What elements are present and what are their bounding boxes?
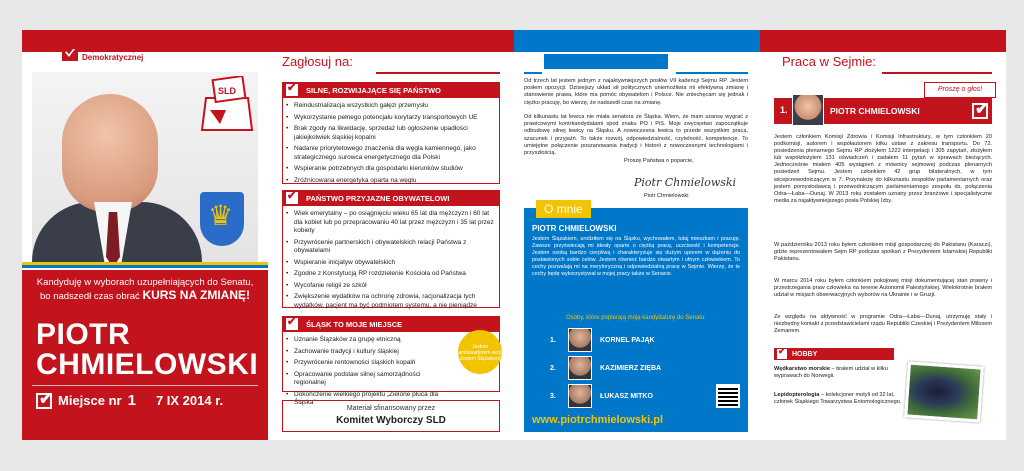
top-blue-bar: [514, 30, 760, 52]
supporters-heading: Osoby, które popierają moją kandydaturę do Senatu:: [566, 315, 706, 321]
tagline-text: Kandyduję w wyborach uzupełniających do Senatu, bo nadszedł czas obrać: [36, 277, 254, 302]
sejm-paragraph-4: Ze względu na aktywność w programie Odra—Łaba—Dunaj, utrzymuję stały i niezbędny kontakt z przedstawicielami rządu Republiki Czeskiej i Prezydentem Milosem Zemanem.: [774, 314, 992, 335]
logo-check-icon: [62, 45, 78, 61]
vote-request-tag: Proszę o głos!: [924, 82, 996, 98]
why-panel: [514, 30, 760, 440]
hobby-butterflies-bold: Lepidopterologia: [774, 392, 820, 398]
sld-logo: [62, 44, 142, 62]
closing-line: Proszę Państwa o poparcie,: [624, 158, 694, 164]
list-item: • Wspieranie potrzebnych dla gospodarki kierunków studiów: [286, 165, 498, 174]
section-strong-state: [282, 82, 500, 98]
list-item: • Nadanie priorytetowego znaczenia dla węgla kamiennego, jako strategicznego surowca energetycznego dla Polski: [286, 145, 498, 162]
list-item: • Przywrócenie partnerskich i obywatelskich relacji Państwa z obywatelami: [286, 239, 498, 256]
butterfly-photo: [904, 361, 984, 422]
blue-stripe: [22, 265, 268, 268]
check-icon: [286, 192, 298, 204]
check-icon: [286, 84, 298, 96]
supporter-name: ŁUKASZ MITKO: [600, 392, 653, 400]
section-title: ŚLĄSK TO MOJE MIEJSCE: [306, 319, 403, 329]
candidate-bar: [774, 98, 992, 124]
list-item: • Dokończenie wielkiego projektu „Zielone płuca dla Śląska”: [286, 391, 454, 408]
list-item: • Wspieranie inicjatyw obywatelskich: [286, 259, 498, 268]
list-strong-state: [286, 102, 498, 188]
check-icon: [777, 349, 787, 359]
hobby-fishing: [774, 366, 902, 380]
list-item: • Uznanie Ślązaków za grupę etniczną: [286, 336, 454, 345]
sejm-panel: [760, 30, 1006, 440]
website-link[interactable]: www.piotrchmielowski.pl: [532, 414, 664, 426]
about-box: [524, 202, 748, 432]
list-item: • Zgodne z Konstytucją RP rozdzielenie Kościoła od Państwa: [286, 270, 498, 279]
section-silesia: [282, 316, 500, 332]
list-item: • Brak zgody na likwidację, sprzedaż lub ogłoszenie upadłości jakiejkolwiek śląskiej kopalni: [286, 125, 498, 142]
ballot-box-icon: [200, 76, 254, 132]
list-citizen-state: [286, 210, 498, 313]
front-panel: [22, 30, 268, 440]
supporter-number: 3.: [550, 392, 556, 400]
hobby-title: HOBBY: [792, 350, 818, 358]
supporter-row: [550, 328, 655, 352]
program-title: Zagłosuj na:: [282, 54, 353, 69]
place-label: Miejsce nr: [58, 393, 122, 408]
sejm-paragraph-2: W październiku 2013 roku byłem członkiem misji gospodarczej do Pakistanu (Karaczi), gdzie reprezentowałem Sejm RP podczas spotkań z Prezydentem Islamskiej Republiki Pakistanu.: [774, 242, 992, 263]
election-date: 7 IX 2014 r.: [155, 393, 224, 408]
section-title: PAŃSTWO PRZYJAZNE OBYWATELOWI: [306, 193, 450, 203]
sejm-paragraph-3: W marcu 2014 roku byłem członkiem pokojowej misji dokumentującej stan prawny i przestrzegania praw człowieka na terenie Autonomii Palestyńskiej. Wielokrotnie brałem udział w misjach obserwacyjnych wyborów na Ukrainie i w Gruzji.: [774, 278, 992, 299]
supporter-photo: [568, 356, 592, 380]
qr-code-icon: [716, 384, 740, 408]
about-name: PIOTR CHMIELOWSKI: [532, 224, 617, 233]
logo-text: Sojusz Lewicy Demokratycznej: [82, 44, 144, 62]
funding-committee: Komitet Wyborczy SLD: [336, 415, 446, 426]
list-item: • Zwiększenie wydatków na ochronę zdrowia, racjonalizacja tych wydatków, pacjent ma być podmiotem systemu, a nie pieniądze: [286, 293, 498, 310]
funding-line: Materiał sfinansowany przez: [346, 405, 436, 412]
about-text: Jestem Ślązakiem, urodziłem się na Śląsku, wychowałem, tutaj mieszkam i pracuję. Zawsze przyświecają mi ideały oparte o ciężką pracę, uczciwość i kompetencje. Jestem osobą bardzo cierpliwą i charakteryzuje się dużym uporem w dążeniu do postawionych sobie celów. Jestem również bardzo otwartym i ufnym człowiekiem. To cechy pozwalają mi na merytoryczną i odpowiedzialną pracę w Sejmie. Wierzę, że te cechy będę wykorzystywał w mojej pracy także w Senacie.: [532, 236, 740, 277]
why-title: Dlaczego kandyduję?: [544, 54, 669, 69]
list-item: • Zachowanie tradycji i kultury śląskiej: [286, 348, 454, 357]
candidate-number: 1.: [780, 105, 788, 115]
list-item: • Wycofanie religii ze szkół: [286, 282, 498, 291]
check-icon: [36, 393, 52, 409]
candidate-thumb: [792, 94, 824, 126]
why-paragraph-1: Od trzech lat jestem jednym z najaktywniejszych posłów VII kadencji Sejmu RP. Jestem posłem opozycji. Dzisiejszy układ sił politycznych uniemożliwia mi efektywną zmianę i stanowienie prawa, które ma pomóc obywatelom i Polsce. Nie zniechęcam się jednak i ciężko pracuję, bo wierzę, że nadszedł czas na zmianę.: [524, 78, 748, 106]
ballot-position: [36, 392, 258, 409]
why-paragraph-2: Od kilkunastu lat lewica nie miała senatora ze Śląska. Wiem, że mam szansę wygrać z prawicowymi kontrkandydatami spod znaku PO i PiS. Moje zwycięstwo zapoczątkuje odbudowę silnej lewicy na Śląsku. A nowoczesna lewica to przede wszystkim praca, szacunek i przyjaźń. To także rozwój, odpowiedzialność, czytelność, kompetencje. To umiejętne połączenie poszanowania tradycji i historii z nowoczesnymi technologiami i przyszłością.: [524, 114, 748, 157]
sejm-paragraph-1: Jestem członkiem Komisji Zdrowia i Komisji Infrastruktury, w tym członkiem 20 podkomisji, autorem i współautorem kilku ustaw z zakresu transportu. Do 72. posiedzenia plenarnego Sejmu RP złożyłem 1222 interpelacji i 305 zapytań, złożyłem lub współzłożyłem 131 oświadczeń i zadałem 11 pytań w sprawach bieżących. Jednocześnie miałem 405 wystąpień z mównicy sejmowej podczas plenarnych posiedzeń Sejmu. Jestem członkiem 42 grup bilateralnych, w tym wiceprzewodniczącym w 7. Przynależę do kilkunastu zespołów parlamentarnych oraz jestem pomysłodawcą i przewodniczącym parlamentarnego zespołu ds. połączenia Odra—Łaba—Dunaj. W 2013 roku zostałem uznany przez branżowe i specjalistyczne media za najaktywniejszego posła Polskiej Izby.: [774, 134, 992, 204]
list-item: • Wykorzystanie pełnego potencjału korytarzy transportowych UE: [286, 114, 498, 123]
ballot-label: SLD: [218, 86, 236, 96]
supporter-row: [550, 356, 661, 380]
candidate-name: [36, 320, 258, 380]
supporter-number: 1.: [550, 336, 556, 344]
section-title: SILNE, ROZWIJAJĄCE SIĘ PAŃSTWO: [306, 85, 441, 95]
candidate-name: PIOTR CHMIELOWSKI: [830, 106, 920, 116]
supporter-name: KORNEL PAJĄK: [600, 336, 655, 344]
hobby-fishing-bold: Wędkarstwo morskie: [774, 366, 830, 372]
hobby-heading: [774, 348, 894, 360]
front-divider: [32, 385, 258, 386]
check-icon: [972, 103, 988, 119]
check-icon: [286, 318, 298, 330]
hobby-butterflies-text: – kolekcjoner motyli od 32 lat, członek Śląskiego Towarzystwa Entomologicznego.: [774, 392, 902, 406]
list-item: • Wiek emerytalny – po osiągnięciu wieku 65 lat dla mężczyzn i 60 lat dla kobiet lub po przepracowaniu 40 lat przez mężczyzn i 35 lat przez kobiety: [286, 210, 498, 236]
sejm-title: Praca w Sejmie:: [782, 54, 876, 69]
supporter-photo: [568, 384, 592, 408]
list-item: • Zróżnicowana energetyka oparta na węglu: [286, 177, 498, 186]
top-red-bar: [760, 30, 1006, 52]
silesia-crest-icon: [200, 192, 244, 246]
title-underline: [882, 64, 992, 74]
list-item: • Reindustrializacja wszystkich gałęzi przemysłu: [286, 102, 498, 111]
list-item: • Opracowanie podstaw silnej samorządności regionalnej: [286, 371, 454, 388]
supporter-number: 2.: [550, 364, 556, 372]
front-tagline: [32, 276, 258, 303]
signature: Piotr Chmielowski: [634, 176, 737, 189]
program-panel: [268, 30, 514, 440]
supporter-photo: [568, 328, 592, 352]
supporter-name: KAZIMIERZ ZIĘBA: [600, 364, 662, 372]
section-citizen-state: [282, 190, 500, 206]
place-number: 1: [127, 392, 136, 409]
supporter-row: [550, 384, 653, 408]
candidate-first-name: PIOTR: [36, 318, 131, 351]
hobby-butterflies: [774, 392, 902, 406]
title-left-line: [524, 64, 542, 74]
top-red-bar: [268, 30, 514, 52]
title-right-line: [676, 64, 748, 74]
funding-note: [282, 400, 500, 432]
top-red-bar: [22, 30, 268, 52]
photo-head: [62, 94, 158, 212]
tagline-bold: KURS NA ZMIANĘ!: [142, 288, 250, 302]
candidate-last-name: CHMIELOWSKI: [36, 348, 259, 381]
signature-name: Piotr Chmielowski: [644, 193, 689, 199]
hobby-fishing-text: – brałem udział w kilku wyprawach do Norwegii.: [774, 366, 888, 380]
about-title: O mnie: [536, 200, 591, 218]
list-item: • Przywrócenie rentowności śląskich kopalń: [286, 359, 454, 368]
ambassador-badge: Jestem ambasadorem akcji „Jestem Ślązakiem”: [458, 330, 502, 374]
title-underline: [376, 64, 500, 74]
candidate-photo: [32, 72, 258, 268]
